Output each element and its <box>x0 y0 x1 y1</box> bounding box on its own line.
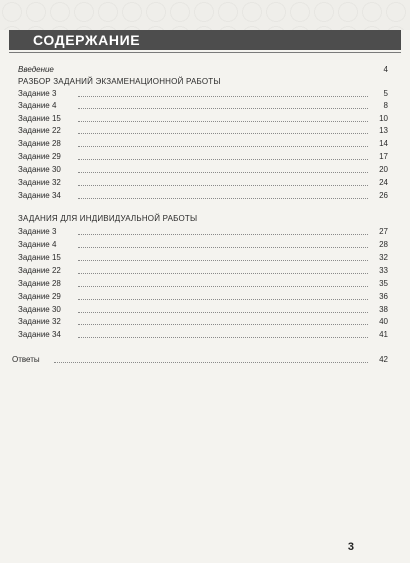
title-underline <box>9 52 401 53</box>
toc-entry-page: 35 <box>379 279 388 288</box>
toc-entry-page: 27 <box>379 227 388 236</box>
page-title: СОДЕРЖАНИЕ <box>33 32 141 48</box>
dot-leader <box>78 286 368 287</box>
toc-entry-label: Введение <box>18 65 54 74</box>
toc-entry-page: 24 <box>379 178 388 187</box>
toc-entry[interactable] <box>18 151 388 163</box>
toc-entry-page: 10 <box>379 114 388 123</box>
section-heading-analysis: РАЗБОР ЗАДАНИЙ ЭКЗАМЕНАЦИОННОЙ РАБОТЫ <box>18 77 221 86</box>
dot-leader <box>78 234 368 235</box>
toc-entry-page: 8 <box>383 101 388 110</box>
toc-entry-page: 14 <box>379 139 388 148</box>
toc-entry-label: Задание 30 <box>18 305 61 314</box>
toc-entry-page: 33 <box>379 266 388 275</box>
toc-entry-page: 13 <box>379 126 388 135</box>
toc-entry-label: Задание 4 <box>18 101 57 110</box>
toc-entry-page: 38 <box>379 305 388 314</box>
toc-entry-label: Задание 34 <box>18 191 61 200</box>
toc-entry-page: 32 <box>379 253 388 262</box>
toc-entry[interactable] <box>18 190 388 202</box>
toc-entry-answers[interactable] <box>12 354 388 366</box>
toc-entry[interactable] <box>18 252 388 264</box>
dot-leader <box>78 185 368 186</box>
dot-leader <box>78 96 368 97</box>
toc-entry-page: 41 <box>379 330 388 339</box>
toc-entry-page: 40 <box>379 317 388 326</box>
toc-entry-label: Задание 32 <box>18 317 61 326</box>
dot-leader <box>54 362 368 363</box>
toc-entry-page: 17 <box>379 152 388 161</box>
decorative-pattern <box>0 0 410 30</box>
dot-leader <box>78 273 368 274</box>
dot-leader <box>78 312 368 313</box>
dot-leader <box>78 159 368 160</box>
section-heading-individual: ЗАДАНИЯ ДЛЯ ИНДИВИДУАЛЬНОЙ РАБОТЫ <box>18 214 198 223</box>
toc-entry-label: Задание 3 <box>18 227 57 236</box>
toc-entry[interactable] <box>18 113 388 125</box>
toc-entry-label: Задание 22 <box>18 266 61 275</box>
toc-entry-page: 5 <box>383 89 388 98</box>
toc-entry-page: 20 <box>379 165 388 174</box>
toc-entry-label: Задание 15 <box>18 114 61 123</box>
toc-entry[interactable] <box>18 100 388 112</box>
dot-leader <box>78 337 368 338</box>
toc-entry[interactable] <box>18 304 388 316</box>
toc-entry[interactable] <box>18 164 388 176</box>
toc-entry-label: Задание 29 <box>18 292 61 301</box>
toc-entry-page: 28 <box>379 240 388 249</box>
toc-entry[interactable] <box>18 125 388 137</box>
toc-entry-intro[interactable] <box>18 64 388 76</box>
toc-entry-page: 42 <box>379 355 388 364</box>
dot-leader <box>78 247 368 248</box>
toc-entry[interactable] <box>18 278 388 290</box>
toc-entry-page: 4 <box>383 65 388 74</box>
dot-leader <box>78 299 368 300</box>
page-number: 3 <box>347 541 354 553</box>
toc-entry-label: Задание 28 <box>18 279 61 288</box>
toc-entry[interactable] <box>18 226 388 238</box>
toc-entry[interactable] <box>18 239 388 251</box>
toc-entry[interactable] <box>18 88 388 100</box>
toc-entry-label: Задание 4 <box>18 240 57 249</box>
dot-leader <box>78 172 368 173</box>
toc-entry-label: Задание 30 <box>18 165 61 174</box>
toc-entry-label: Задание 3 <box>18 89 57 98</box>
title-bar <box>9 30 401 50</box>
toc-entry[interactable] <box>18 291 388 303</box>
toc-entry[interactable] <box>18 329 388 341</box>
toc-entry-label: Задание 22 <box>18 126 61 135</box>
toc-entry-label: Задание 32 <box>18 178 61 187</box>
dot-leader <box>78 121 368 122</box>
toc-entry-label: Задание 29 <box>18 152 61 161</box>
dot-leader <box>78 108 368 109</box>
dot-leader <box>78 198 368 199</box>
toc-entry-page: 36 <box>379 292 388 301</box>
dot-leader <box>78 324 368 325</box>
toc-entry[interactable] <box>18 316 388 328</box>
dot-leader <box>78 146 368 147</box>
dot-leader <box>78 260 368 261</box>
toc-entry[interactable] <box>18 177 388 189</box>
toc-entry-label: Задание 34 <box>18 330 61 339</box>
dot-leader <box>78 133 368 134</box>
toc-entry[interactable] <box>18 138 388 150</box>
toc-entry-page: 26 <box>379 191 388 200</box>
toc-entry[interactable] <box>18 265 388 277</box>
toc-entry-label: Задание 28 <box>18 139 61 148</box>
toc-entry-label: Ответы <box>12 355 40 364</box>
toc-entry-label: Задание 15 <box>18 253 61 262</box>
